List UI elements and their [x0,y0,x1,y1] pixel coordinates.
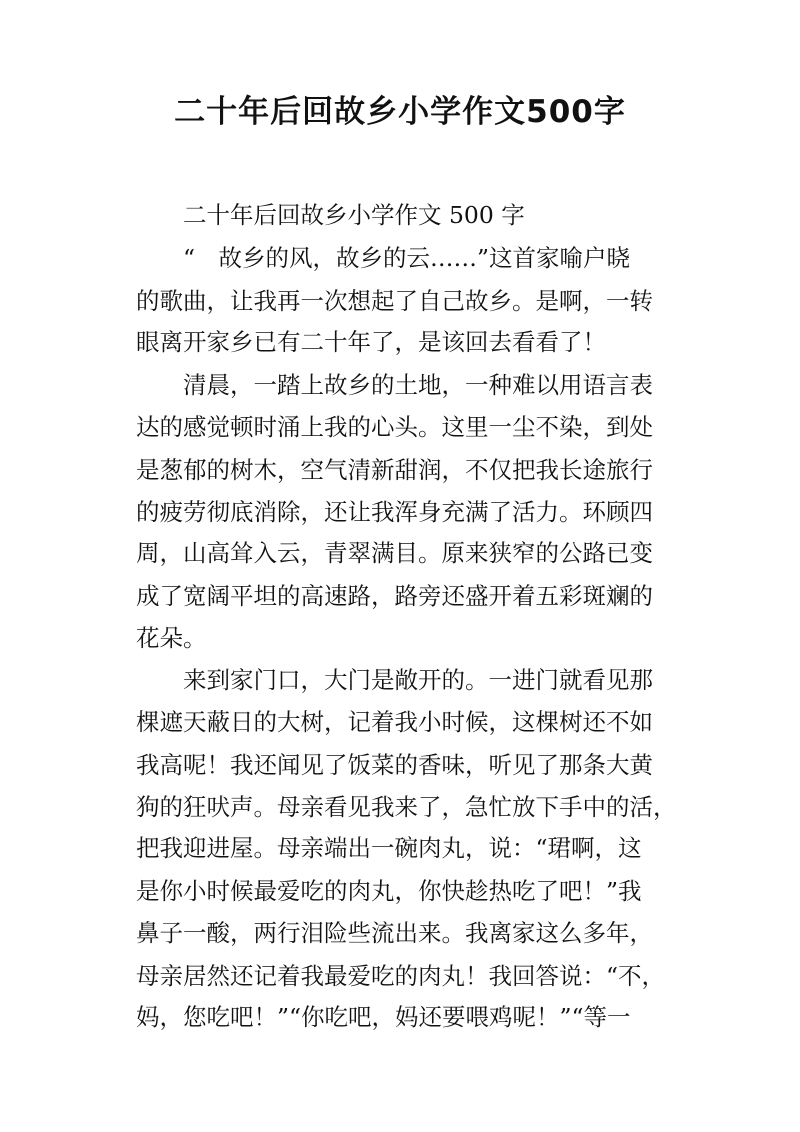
paragraph-line: 妈，您吃吧！”“你吃吧，妈还要喂鸡呢！”“等一 [136,1003,631,1031]
paragraph-line: 清晨，一踏上故乡的土地，一种难以用语言表 [183,371,653,399]
paragraph-line: 我高呢！我还闻见了饭菜的香味，听见了那条大黄 [136,751,653,779]
paragraph-line: 的歌曲，让我再一次想起了自己故乡。是啊，一转 [136,287,653,315]
paragraph-line: 母亲居然还记着我最爱吃的肉丸！我回答说：“不， [136,962,666,990]
paragraph-line: 把我迎进屋。母亲端出一碗肉丸，说：“珺啊，这 [136,834,642,862]
paragraph-line: 成了宽阔平坦的高速路，路旁还盛开着五彩斑斓的 [136,582,653,610]
paragraph-line: 眼离开家乡已有二十年了，是该回去看看了！ [136,328,606,356]
paragraph-line: “ 故乡的风，故乡的云……”这首家喻户晓 [183,244,631,272]
paragraph-line: 来到家门口，大门是敞开的。一进门就看见那 [183,666,653,694]
paragraph-line: 花朵。 [136,624,207,652]
paragraph-line: 周，山高耸入云，青翠满目。原来狭窄的公路已变 [136,539,653,567]
paragraph-line: 棵遮天蔽日的大树，记着我小时候，这棵树还不如 [136,708,653,736]
paragraph-line: 是你小时候最爱吃的肉丸，你快趁热吃了吧！”我 [136,877,642,905]
paragraph-line: 鼻子一酸，两行泪险些流出来。我离家这么多年， [136,919,653,947]
document-title: 二十年后回故乡小学作文500字 [174,94,626,130]
paragraph-line: 狗的狂吠声。母亲看见我来了，急忙放下手中的活， [136,793,677,821]
paragraph-line: 的疲劳彻底消除，还让我浑身充满了活力。环顾四 [136,498,653,526]
paragraph-line: 是葱郁的树木，空气清新甜润，不仅把我长途旅行 [136,456,653,484]
paragraph-line: 达的感觉顿时涌上我的心头。这里一尘不染，到处 [136,413,653,441]
subtitle-line: 二十年后回故乡小学作文 500 字 [183,201,525,229]
